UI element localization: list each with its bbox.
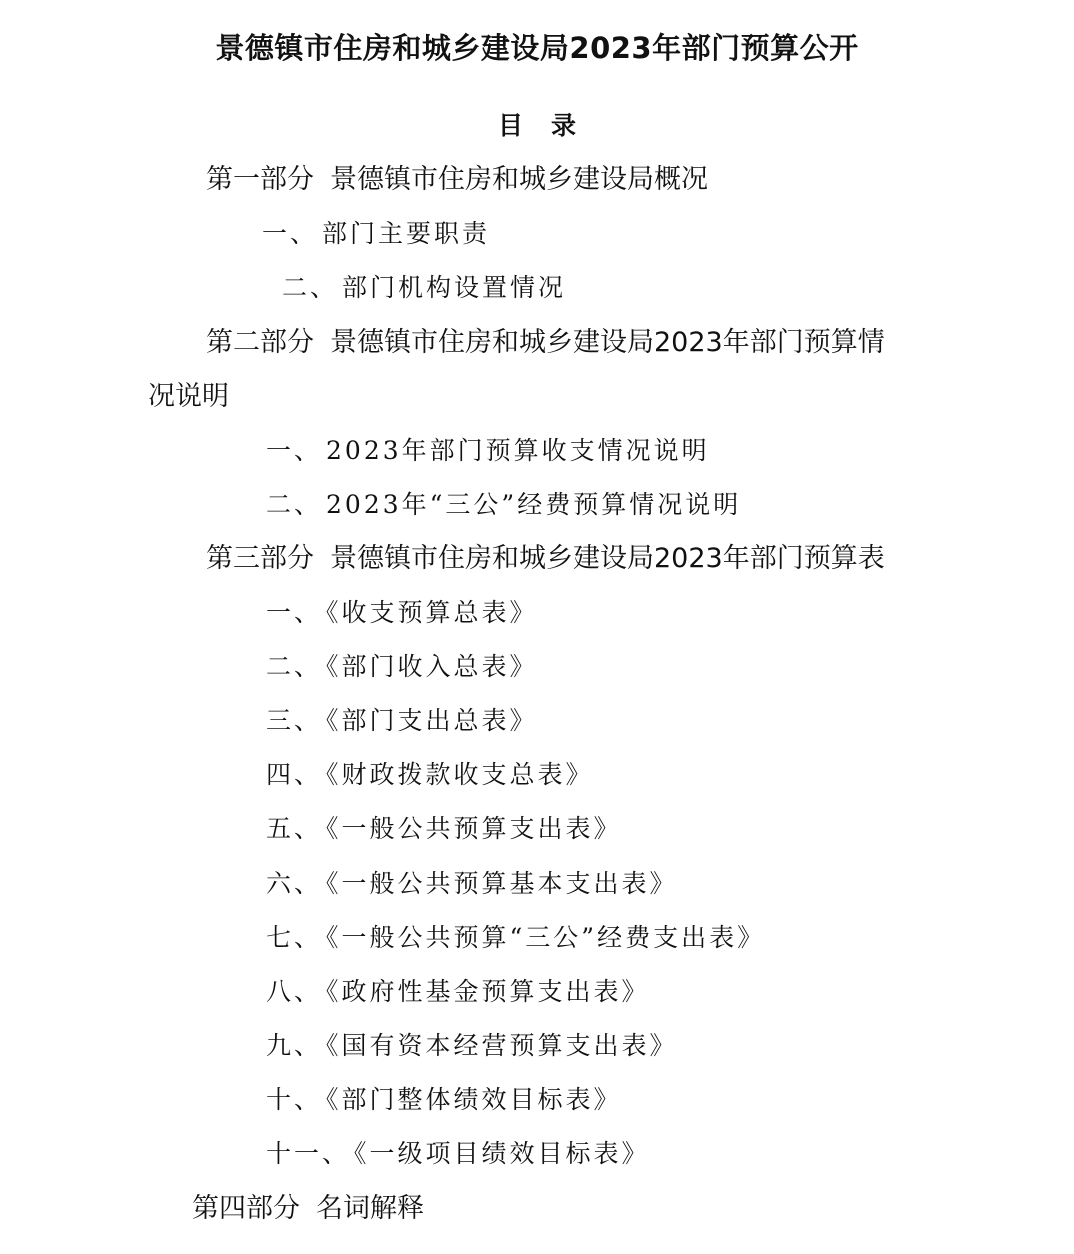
toc-item: [266, 1136, 650, 1172]
item-title: 2023年“三公”经费预算情况说明: [326, 490, 742, 519]
item-title: 《一般公共预算基本支出表》: [326, 869, 678, 898]
item-number: 七、: [266, 923, 323, 952]
toc-item: [266, 703, 538, 739]
item-number: 九、: [266, 1031, 323, 1060]
part-title-line-1: 景德镇市住房和城乡建设局2023年部门预算情: [330, 327, 885, 358]
toc-item: [266, 1028, 678, 1064]
item-number: 五、: [266, 814, 323, 843]
item-number: 十、: [266, 1085, 323, 1114]
part-number: 第一部分: [206, 164, 314, 195]
item-title: 《部门整体绩效目标表》: [326, 1085, 622, 1114]
item-number: 一、: [266, 436, 323, 465]
item-title: 《部门支出总表》: [326, 706, 538, 735]
item-number: 八、: [266, 977, 323, 1006]
part-number: 第四部分: [192, 1193, 300, 1224]
item-number: 二、: [266, 490, 323, 519]
item-title: 《部门收入总表》: [326, 652, 538, 681]
item-title: 《一般公共预算“三公”经费支出表》: [326, 923, 766, 952]
toc-item: [266, 487, 741, 523]
item-title: 部门机构设置情况: [342, 273, 567, 302]
item-number: 二、: [282, 273, 339, 302]
item-number: 二、: [266, 652, 323, 681]
item-title: 部门主要职责: [322, 219, 491, 248]
item-title: 2023年部门预算收支情况说明: [326, 436, 710, 465]
toc-item: [266, 1082, 622, 1118]
toc-heading-char-1: 目: [497, 111, 523, 140]
document-title: 景德镇市住房和城乡建设局2023年部门预算公开: [215, 31, 859, 65]
part-number: 第三部分: [206, 543, 314, 574]
toc-item: [266, 757, 594, 793]
item-title: 《政府性基金预算支出表》: [326, 977, 650, 1006]
part-number: 第二部分: [206, 327, 314, 358]
toc-item: [266, 920, 765, 956]
item-title: 《收支预算总表》: [326, 598, 538, 627]
toc-item: [282, 270, 566, 306]
toc-part-2-continuation: [148, 379, 229, 415]
item-number: 六、: [266, 869, 323, 898]
item-title: 《一级项目绩效目标表》: [354, 1139, 650, 1168]
toc-item: [266, 866, 678, 902]
toc-item: [266, 595, 538, 631]
toc-item: [266, 433, 710, 469]
item-number: 一、: [262, 219, 319, 248]
toc-heading-char-2: 录: [551, 111, 577, 140]
toc-item: [266, 649, 538, 685]
toc-item: [266, 811, 622, 847]
toc-heading: [0, 108, 1074, 144]
toc-part-2: [206, 325, 885, 361]
part-title: 名词解释: [316, 1193, 424, 1224]
part-title: 景德镇市住房和城乡建设局概况: [330, 164, 708, 195]
item-number: 四、: [266, 760, 323, 789]
item-title: 《一般公共预算支出表》: [326, 814, 622, 843]
item-number: 三、: [266, 706, 323, 735]
item-title: 《国有资本经营预算支出表》: [326, 1031, 678, 1060]
part-title-line-2: 况说明: [148, 381, 229, 412]
toc-part-4: [192, 1191, 424, 1227]
item-number: 十一、: [266, 1139, 351, 1168]
toc-item: [262, 216, 490, 252]
item-number: 一、: [266, 598, 323, 627]
part-title: 景德镇市住房和城乡建设局2023年部门预算表: [330, 543, 885, 574]
item-title: 《财政拨款收支总表》: [326, 760, 594, 789]
toc-part-1: [206, 162, 708, 198]
toc-part-3: [206, 541, 885, 577]
toc-item: [266, 974, 650, 1010]
